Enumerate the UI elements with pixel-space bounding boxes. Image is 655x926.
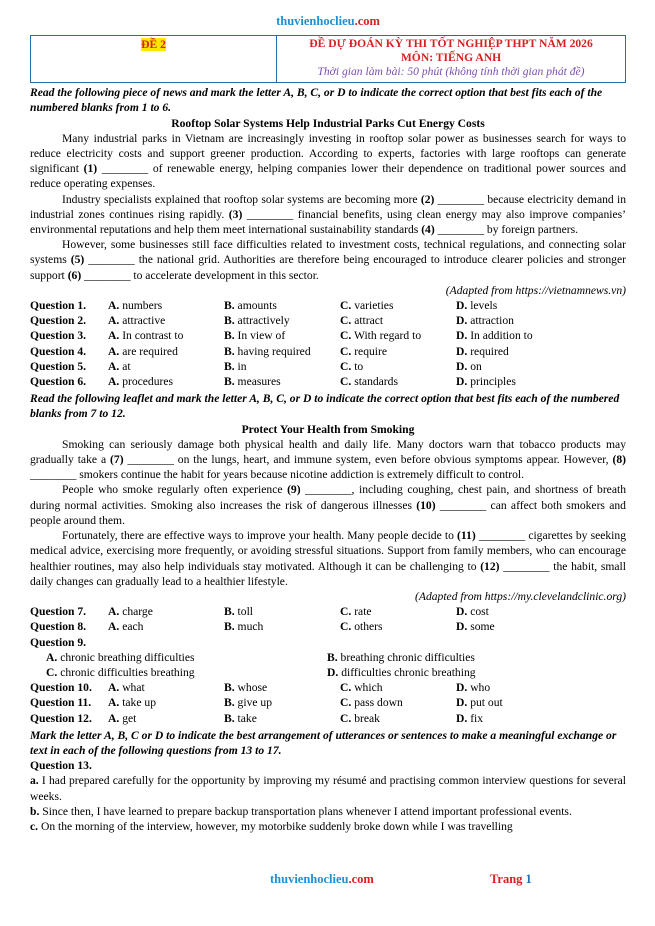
option-d[interactable]: D. on — [456, 359, 482, 373]
option-b[interactable]: B. In view of — [224, 329, 286, 343]
section1-paragraph1: Many industrial parks in Vietnam are increasingly investing in rooftop solar power as businesses search for ways to reduce electricity costs and support greener production. According to experts, factories with large rooftops can generate significant (1) ________ of renewable energy, helping companies lower their dependence on traditional power sources and reduce operating expenses. — [30, 131, 626, 191]
section2-instruction: Read the following leaflet and mark the letter A, B, C, or D to indicate the correct option that best fits each of the numbered blanks from 7 to 12. — [30, 392, 620, 421]
option-b[interactable]: B. amounts — [224, 299, 277, 313]
option-c[interactable]: C. varieties — [340, 299, 394, 313]
section1-source: (Adapted from https://vietnamnews.vn) — [445, 283, 626, 297]
option-a[interactable]: A. each — [108, 620, 144, 634]
section3-instruction: Mark the letter A, B, C or D to indicate the best arrangement of utterances or sentences to make a meaningful exchange or text in each of the following questions from 13 to 17. — [30, 728, 617, 757]
question-number: Question 2. — [30, 314, 87, 328]
option-c[interactable]: C. to — [340, 359, 364, 373]
option-b[interactable]: B. in — [224, 359, 247, 373]
question-row — [30, 695, 626, 710]
question-number: Question 12. — [30, 711, 92, 725]
exam-code: ĐỀ 2 — [141, 38, 166, 52]
exam-subject: MÔN: TIẾNG ANH — [400, 51, 502, 65]
option-b[interactable]: B. give up — [224, 696, 272, 710]
option-c[interactable]: C. attract — [340, 314, 384, 328]
option-c[interactable]: C. which — [340, 681, 383, 695]
option-d[interactable]: D. put out — [456, 696, 503, 710]
question-row — [30, 313, 626, 328]
question-number: Question 4. — [30, 344, 87, 358]
option-b[interactable]: B. whose — [224, 681, 268, 695]
site-domain: .com — [354, 14, 380, 28]
question-row — [30, 374, 626, 389]
question-row — [30, 298, 626, 313]
section2-paragraph2: People who smoke regularly often experience (9) ________, including coughing, chest pain, and shortness of breath during normal activities. Smoking also increases the risk of dangerous illnesses (10) ________ can affect both smokers and people around them. — [30, 483, 626, 527]
question-row — [30, 711, 626, 726]
section1-paragraph3: However, some businesses still face difficulties related to investment costs, technical regulations, and connecting solar systems (5) ________ the national grid. Authorities are therefore being encouraged to introduce clearer policies and stronger support (6) ________ to accelerate development in this sector. — [30, 238, 626, 282]
question-row — [30, 328, 626, 343]
option-a[interactable]: A. what — [108, 681, 145, 695]
question-number: Question 1. — [30, 299, 87, 313]
option-c[interactable]: C. standards — [340, 375, 398, 389]
exam-title: ĐỀ DỰ ĐOÁN KỲ THI TỐT NGHIỆP THPT NĂM 2026 — [309, 37, 593, 51]
option-d[interactable]: D. levels — [456, 299, 498, 313]
question-row — [30, 619, 626, 634]
exam-time: Thời gian làm bài: 50 phút (không tính thời gian phát đề) — [317, 65, 585, 79]
option-d[interactable]: D. In addition to — [456, 329, 533, 343]
option-a[interactable]: A. charge — [108, 605, 153, 619]
option-c[interactable]: C. require — [340, 344, 388, 358]
exam-page — [30, 14, 626, 834]
option-a[interactable]: A. numbers — [108, 299, 163, 313]
section2-paragraph3: Fortunately, there are effective ways to improve your health. Many people decide to (11) ________ cigarettes by seeking medical advice, exercising more frequently, or avoiding stressful situations. Support from family members, who can encourage healthier routines, may also help individuals stay motivated. Although it can be challenging to (12) ________ the habit, small daily changes can gradually lead to a healthier lifestyle. — [30, 529, 626, 588]
option-b[interactable]: B. measures — [224, 375, 281, 389]
option-a[interactable]: A. In contrast to — [108, 329, 184, 343]
site-name: thuvienhoclieu — [276, 14, 355, 28]
option-c[interactable]: C. break — [340, 711, 380, 725]
option-c[interactable]: C. rate — [340, 605, 372, 619]
option-b[interactable]: B. having required — [224, 344, 311, 358]
page-number: Trang 1 — [490, 872, 532, 886]
option-a[interactable]: A. attractive — [108, 314, 166, 328]
option-c[interactable]: C. pass down — [340, 696, 403, 710]
sentence-c: c. On the morning of the interview, however, my motorbike suddenly broke down while I was travelling — [30, 819, 513, 833]
option-d[interactable]: D. fix — [456, 711, 484, 725]
option-c[interactable]: C. With regard to — [340, 329, 422, 343]
question-13-label: Question 13. — [30, 759, 92, 773]
question-row — [30, 344, 626, 359]
option-a[interactable]: A. are required — [108, 344, 178, 358]
option-a[interactable]: A. take up — [108, 696, 156, 710]
question-number: Question 8. — [30, 620, 87, 634]
option-d[interactable]: D. cost — [456, 605, 489, 619]
option-a[interactable]: A. at — [108, 359, 131, 373]
option-b[interactable]: B. breathing chronic difficulties — [327, 650, 475, 664]
question-number: Question 3. — [30, 329, 87, 343]
footer-site: thuvienhoclieu.com — [270, 872, 374, 886]
question-row — [30, 680, 626, 695]
option-d[interactable]: D. difficulties chronic breathing — [327, 665, 476, 679]
site-header — [30, 14, 626, 29]
question-number: Question 9. — [30, 635, 87, 649]
option-d[interactable]: D. attraction — [456, 314, 514, 328]
exam-title-cell — [277, 36, 625, 82]
question-number: Question 6. — [30, 375, 87, 389]
section2-source: (Adapted from https://my.clevelandclinic.org) — [415, 589, 626, 603]
question-row — [30, 359, 626, 374]
option-b[interactable]: B. attractively — [224, 314, 290, 328]
option-d[interactable]: D. some — [456, 620, 495, 634]
option-d[interactable]: D. who — [456, 681, 491, 695]
section1-instruction: Read the following piece of news and mark the letter A, B, C, or D to indicate the correct option that best fits each of the numbered blanks from 1 to 6. — [30, 86, 603, 115]
section1-title: Rooftop Solar Systems Help Industrial Parks Cut Energy Costs — [171, 116, 485, 130]
sentence-b: b. Since then, I have learned to prepare backup transportation plans whenever I attend important professional events. — [30, 804, 572, 818]
option-a[interactable]: A. procedures — [108, 375, 174, 389]
option-b[interactable]: B. toll — [224, 605, 254, 619]
option-d[interactable]: D. principles — [456, 375, 516, 389]
question-number: Question 5. — [30, 359, 87, 373]
question-9-options — [30, 665, 626, 680]
question-row — [30, 604, 626, 619]
question-9-options — [30, 650, 626, 665]
section2-paragraph1: Smoking can seriously damage both physical health and daily life. Many doctors warn that tobacco products may gradually take a (7) ________ on the lungs, heart, and immune system, even before obvious symptoms appear. However, (8) ________ smokers continue the habit for years because nicotine addiction is extremely difficult to control. — [30, 437, 627, 482]
exam-code-cell — [31, 36, 277, 82]
option-c[interactable]: C. others — [340, 620, 383, 634]
question-number: Question 10. — [30, 681, 92, 695]
question-number: Question 11. — [30, 696, 92, 710]
section1-paragraph2: Industry specialists explained that rooftop solar systems are becoming more (2) ________ because electricity demand in industrial zones continues rising rapidly. (3) ________ financial benefits, using clean energy may also improve companies’ environmental reputations and help them meet international sustainability standards (4) ________ by foreign partners. — [30, 192, 627, 237]
option-d[interactable]: D. required — [456, 344, 509, 358]
question-number: Question 7. — [30, 605, 87, 619]
option-c[interactable]: C. chronic difficulties breathing — [46, 665, 195, 679]
sentence-a: a. I had prepared carefully for the opportunity by improving my résumé and practising common interview questions for several weeks. — [30, 774, 626, 803]
option-a[interactable]: A. get — [108, 711, 137, 725]
option-a[interactable]: A. chronic breathing difficulties — [46, 650, 195, 664]
option-b[interactable]: B. take — [224, 711, 257, 725]
option-b[interactable]: B. much — [224, 620, 264, 634]
exam-header-table — [30, 35, 626, 83]
section2-title: Protect Your Health from Smoking — [241, 422, 415, 436]
